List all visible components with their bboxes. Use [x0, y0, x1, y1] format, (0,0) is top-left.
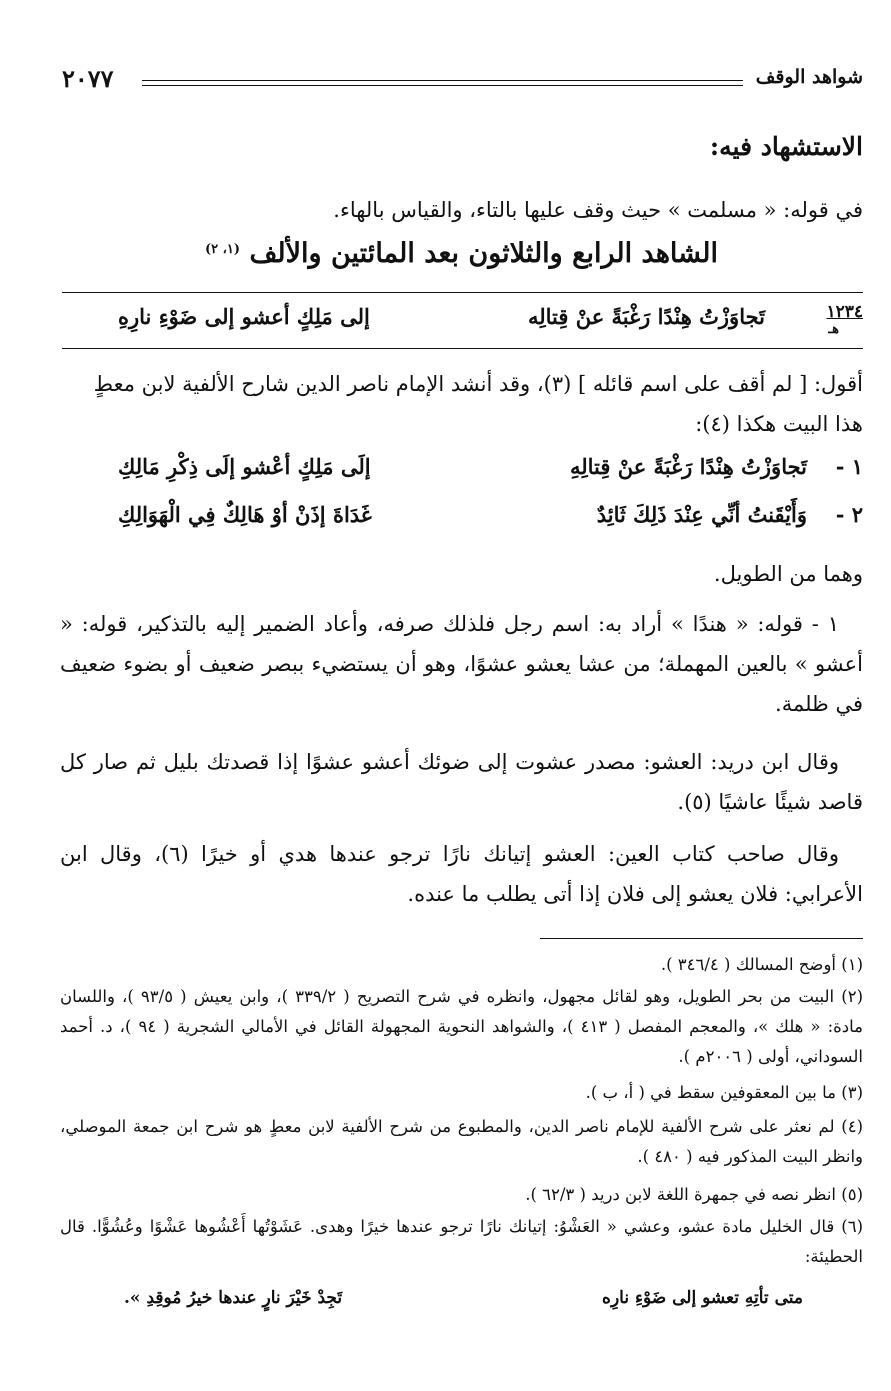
verse-2-hemistich-2: غَدَاةَ إذَنْ أوْ هَالِكٌ فِي الْهَوَالِكِ [118, 502, 372, 527]
aqulu-line-2: هذا البيت هكذا (٤): [695, 412, 863, 436]
aqulu-line-1: أقول: [ لم أقف على اسم قائله ] (٣)، وقد أنشد الإمام ناصر الدين شارح الألفية لابن معطٍ [93, 372, 863, 396]
commentary-paragraph-1: ١ - قوله: « هندًا » أراد به: اسم رجل فلذلك صرفه، وأعاد الضمير إليه بالتذكير، قوله: « أعشو » بالعين المهملة؛ من عشا يعشو عشوًا، وهو أن يستضيء ببصر ضعيف أو بضوء ضعيف في ظلمة. [60, 612, 863, 716]
commentary-paragraph-2: وقال ابن دريد: العشو: مصدر عشوت إلى ضوئك أعشو عشوًا إذا قصدتك بليل ثم صار كل قاصد شيئًا عاشيًا (٥). [60, 750, 863, 814]
running-header [62, 64, 863, 100]
footnote-verse [62, 1284, 863, 1328]
section-title [60, 238, 863, 269]
verse-1 [62, 452, 863, 496]
meter-note: وهما من الطويل. [713, 562, 863, 586]
footnote-1: (١) أوضح المسالك ( ٣٤٦/٤ ). [660, 955, 863, 974]
section-title-text: الشاهد الرابع والثلاثون بعد المائتين والألف [249, 238, 718, 269]
verse-2 [62, 500, 863, 544]
footnote-6: (٦) قال الخليل مادة عشو، وعشي « العَشْوُ: إتيانك نارًا ترجو عندها خيرًا وهدى. عَشَوْتُها أَعْشُوها عَشْوًا وعُشُوًّا. قال الحطيئة: [60, 1217, 863, 1266]
running-title: شواهد الوقف [755, 66, 863, 88]
main-verse-hemistich-2: إلى مَلِكٍ أعشو إلى ضَوْءِ نارِهِ [118, 304, 370, 329]
main-verse-number-sub: هـ [828, 322, 839, 337]
verse-1-number: ١ - [835, 454, 863, 479]
footnote-4: (٤) لم نعثر على شرح الألفية للإمام ناصر الدين، والمطبوع من شرح الألفية لابن معطٍ هو شرح ابن جمعة الموصلي، وانظر البيت المذكور فيه ( ٤٨٠ ). [60, 1117, 863, 1166]
istishhad-text: في قوله: « مسلمت » حيث وقف عليها بالتاء، والقياس بالهاء. [333, 198, 863, 222]
footnote-3: (٣) ما بين المعقوفين سقط في ( أ، ب ). [585, 1083, 863, 1102]
istishhad-heading: الاستشهاد فيه: [709, 132, 863, 161]
main-verse-hemistich-1: تَجاوَزْتُ هِنْدًا رَغْبَةً عنْ قِتالِه [527, 304, 765, 329]
header-rule [142, 80, 743, 86]
page-number: ٢٠٧٧ [62, 64, 114, 93]
verse-1-hemistich-1: تَجاوَزْتُ هِنْدًا رَغْبَةً عنْ قِتالِهِ [569, 454, 807, 479]
verse-box-bottom-rule [62, 348, 863, 349]
verse-1-hemistich-2: إلَى مَلِكٍ أعْشو إلَى ذِكْرِ مَالِكِ [118, 454, 371, 479]
verse-2-hemistich-1: وَأَيْقَنتُ أنِّي عِنْدَ ذَلِكَ ثَائِدٌ [596, 502, 807, 527]
commentary-paragraph-3: وقال صاحب كتاب العين: العشو إتيانك نارًا ترجو عندها هدي أو خيرًا (٦)، وقال ابن الأعرابي: فلان يعشو إلى فلان إذا أتى يطلب ما عنده. [60, 842, 863, 906]
verse-2-number: ٢ - [835, 502, 863, 527]
section-title-ref: (١، ٢) [205, 242, 241, 257]
footnote-verse-hemistich-2: تَجِدْ خَيْرَ نارٍ عندها خيرُ مُوقِدِ ». [124, 1288, 343, 1308]
main-verse [62, 302, 863, 346]
footnote-2: (٢) البيت من بحر الطويل، وهو لقائل مجهول، وانظره في شرح التصريح ( ٣٣٩/٢ )، وابن يعيش ( ٩٣/٥ )، واللسان مادة: « هلك »، والمعجم المفصل ( ٤١٣ )، والشواهد النحوية المجهولة القائل في الأمالي الشجرية ( ٩٤ )، د. أحمد السوداني، أولى ( ٢٠٠٦م ). [60, 987, 863, 1066]
footnote-verse-hemistich-1: متى تأتِهِ تعشو إلى ضَوْءِ نارِه [602, 1288, 803, 1308]
footnote-5: (٥) انظر نصه في جمهرة اللغة لابن دريد ( ٦٢/٣ ). [525, 1185, 863, 1204]
footnote-separator [540, 938, 863, 939]
verse-box-top-rule [62, 292, 863, 293]
main-verse-number: ١٢٣٤ [826, 302, 863, 322]
